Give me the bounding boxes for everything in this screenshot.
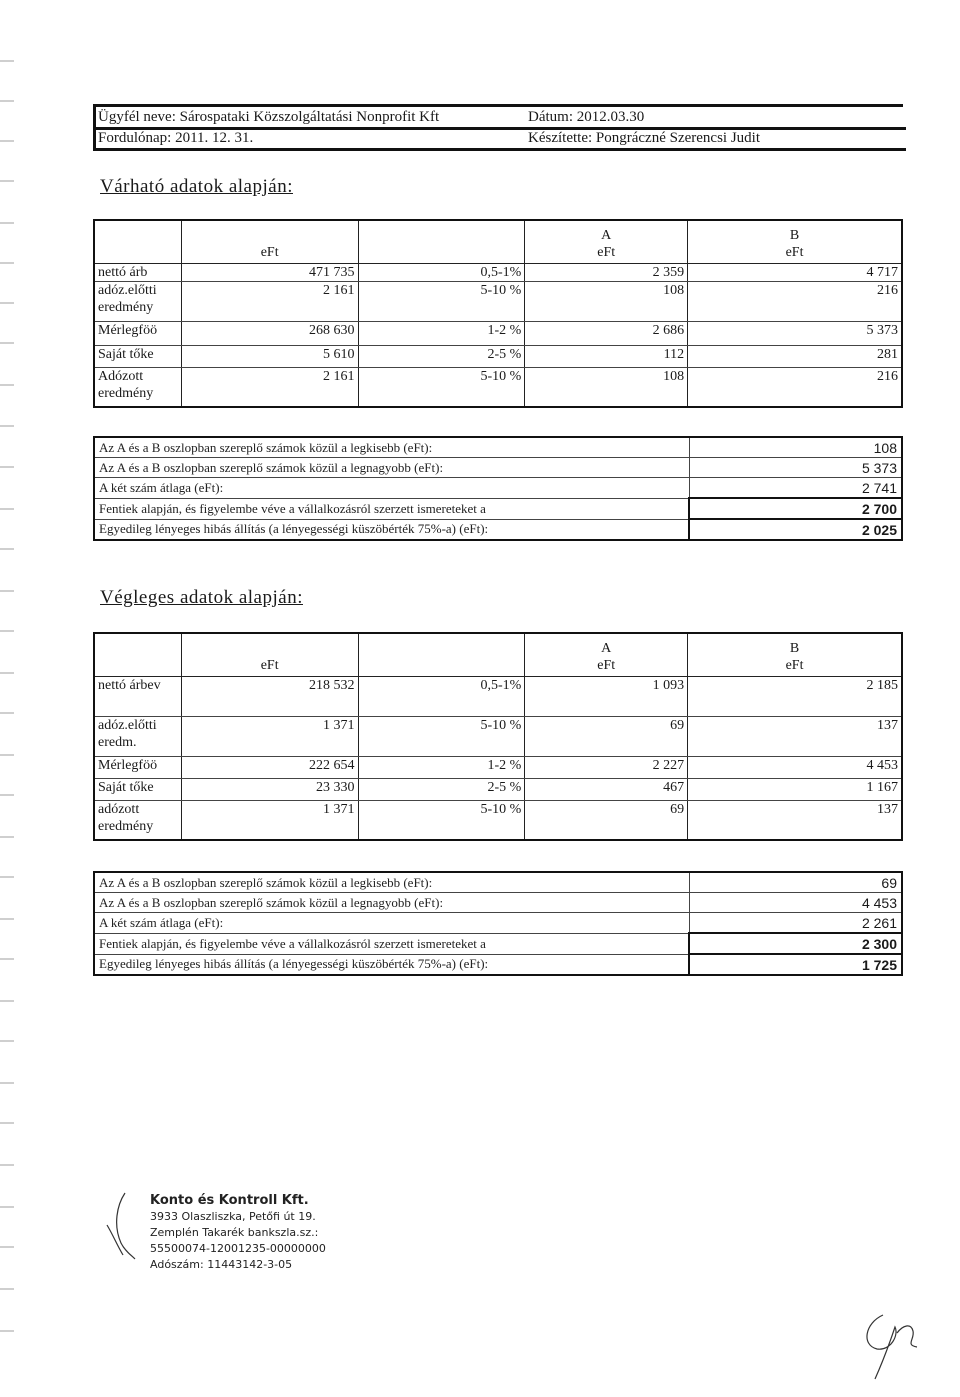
client-name: Ügyfél neve: Sárospataki Közszolgáltatási Nonprofit Kft bbox=[93, 107, 526, 130]
document-date: Dátum: 2012.03.30 bbox=[525, 107, 906, 130]
expected-summary-table bbox=[93, 436, 903, 541]
table-row: Adózott eredmény 2 161 5-10 % 108 216 bbox=[94, 367, 902, 407]
stamp-account: 55500074-12001235-00000000 bbox=[150, 1242, 326, 1255]
table-row: nettó árb 471 735 0,5-1% 2 359 4 717 bbox=[94, 263, 902, 281]
col-eft-header: eFt bbox=[181, 220, 358, 263]
summary-row-material: Egyedileg lényeges hibás állítás (a lényegességi küszöbérték 75%-a) (eFt): 1 725 bbox=[94, 954, 902, 975]
final-data-table bbox=[93, 632, 903, 841]
prepared-by: Készítette: Pongráczné Szerencsi Judit bbox=[525, 128, 906, 151]
header-row-1 bbox=[93, 104, 903, 127]
stamp-address: 3933 Olaszliszka, Petőfi út 19. bbox=[150, 1210, 316, 1223]
summary-row-threshold: Fentiek alapján, és figyelembe véve a vállalkozásról szerzett ismereteket a 2 700 bbox=[94, 498, 902, 519]
table-row: adóz.előtti eredm. 1 371 5-10 % 69 137 bbox=[94, 716, 902, 756]
summary-row: A két szám átlaga (eFt): 2 741 bbox=[94, 478, 902, 499]
table-row: Mérlegföö 222 654 1-2 % 2 227 4 453 bbox=[94, 756, 902, 778]
section-title-final: Végleges adatok alapján: bbox=[100, 587, 303, 608]
company-stamp bbox=[150, 1193, 410, 1273]
table-row: Saját tőke 5 610 2-5 % 112 281 bbox=[94, 345, 902, 367]
initials-signature bbox=[855, 1305, 930, 1385]
stamp-bank: Zemplén Takarék bankszla.sz.: bbox=[150, 1226, 319, 1239]
table-header bbox=[94, 633, 902, 676]
summary-row: Az A és a B oszlopban szereplő számok közül a legnagyobb (eFt): 5 373 bbox=[94, 458, 902, 478]
col-b-header: B eFt bbox=[688, 220, 902, 263]
expected-data-table bbox=[93, 219, 903, 408]
table-row: nettó árbev 218 532 0,5-1% 1 093 2 185 bbox=[94, 676, 902, 716]
stamp-tax-number: Adószám: 11443142-3-05 bbox=[150, 1258, 293, 1271]
section-title-expected: Várható adatok alapján: bbox=[100, 176, 293, 197]
table-row: Mérlegföö 268 630 1-2 % 2 686 5 373 bbox=[94, 321, 902, 345]
table-row: Saját tőke 23 330 2-5 % 467 1 167 bbox=[94, 778, 902, 800]
col-a-header: A eFt bbox=[525, 633, 688, 676]
table-header bbox=[94, 220, 902, 263]
header-row-2 bbox=[93, 128, 903, 148]
final-summary-table bbox=[93, 871, 903, 976]
summary-row: Az A és a B oszlopban szereplő számok közül a legkisebb (eFt): 69 bbox=[94, 872, 902, 893]
summary-row: A két szám átlaga (eFt): 2 261 bbox=[94, 913, 902, 934]
summary-row: Az A és a B oszlopban szereplő számok közül a legnagyobb (eFt): 4 453 bbox=[94, 893, 902, 913]
stamp-company-name: Konto és Kontroll Kft. bbox=[150, 1193, 309, 1208]
turning-day: Fordulónap: 2011. 12. 31. bbox=[93, 128, 526, 151]
col-eft-header: eFt bbox=[181, 633, 358, 676]
summary-row-material: Egyedileg lényeges hibás állítás (a lényegességi küszöbérték 75%-a) (eFt): 2 025 bbox=[94, 519, 902, 540]
signature-mark bbox=[95, 1185, 155, 1275]
col-b-header: B eFt bbox=[688, 633, 902, 676]
summary-row-threshold: Fentiek alapján, és figyelembe véve a vállalkozásról szerzett ismereteket a 2 300 bbox=[94, 933, 902, 954]
col-a-header: A eFt bbox=[525, 220, 688, 263]
table-row: adózott eredmény 1 371 5-10 % 69 137 bbox=[94, 800, 902, 840]
summary-row: Az A és a B oszlopban szereplő számok közül a legkisebb (eFt): 108 bbox=[94, 437, 902, 458]
table-row: adóz.előtti eredmény 2 161 5-10 % 108 216 bbox=[94, 281, 902, 321]
